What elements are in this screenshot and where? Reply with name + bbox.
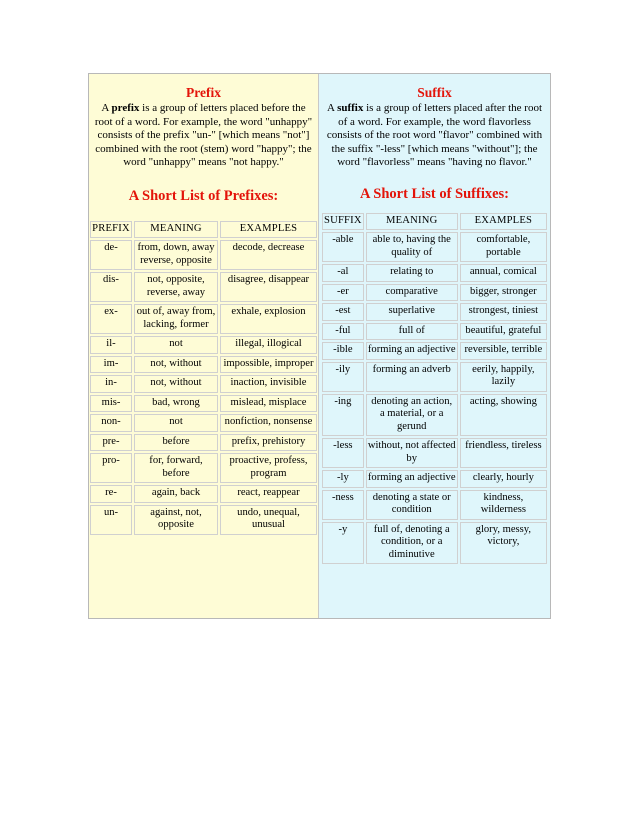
- table-row: [90, 272, 317, 302]
- suffix-column: [319, 74, 550, 618]
- table-row: [90, 434, 317, 452]
- examples-cell: reversible, terrible: [460, 342, 547, 360]
- meaning-cell: before: [134, 434, 218, 452]
- examples-cell: react, reappear: [220, 485, 317, 503]
- table-row: [322, 470, 547, 488]
- suffix-heading: Suffix: [417, 85, 452, 100]
- prefix-heading: Prefix: [186, 85, 221, 100]
- prefix-suffix-panel: [88, 73, 551, 619]
- meaning-cell: not: [134, 336, 218, 354]
- prefix-cell: ex-: [90, 304, 132, 334]
- suffix-intro-start: A: [326, 102, 338, 114]
- table-row: [90, 395, 317, 413]
- meaning-cell: not, without: [134, 375, 218, 393]
- table-row: [322, 438, 547, 468]
- table-row: [322, 362, 547, 392]
- prefix-cell: pre-: [90, 434, 132, 452]
- prefix-header-meaning: MEANING: [134, 221, 218, 239]
- suffix-cell: -ness: [322, 490, 364, 520]
- examples-cell: exhale, explosion: [220, 304, 317, 334]
- examples-cell: nonfiction, nonsense: [220, 414, 317, 432]
- table-row: [322, 264, 547, 282]
- examples-cell: beautiful, grateful: [460, 323, 547, 341]
- meaning-cell: from, down, away reverse, opposite: [134, 240, 218, 270]
- prefix-intro-rest: is a group of letters placed before the root of a word. For example, the word "unhappy" consists of the prefix "un-" [which means "not"] combined with the root (stem) word "happy"; the word "unhappy" means "not happy.": [94, 102, 313, 168]
- suffix-intro: [319, 102, 550, 170]
- suffix-cell: -able: [322, 232, 364, 262]
- examples-cell: strongest, tiniest: [460, 303, 547, 321]
- meaning-cell: not: [134, 414, 218, 432]
- examples-cell: eerily, happily, lazily: [460, 362, 547, 392]
- meaning-cell: not, without: [134, 356, 218, 374]
- prefix-table: [88, 219, 319, 537]
- table-row: [322, 284, 547, 302]
- table-row: [90, 356, 317, 374]
- prefix-cell: de-: [90, 240, 132, 270]
- meaning-cell: forming an adjective: [366, 342, 458, 360]
- meaning-cell: full of: [366, 323, 458, 341]
- suffix-cell: -ily: [322, 362, 364, 392]
- meaning-cell: bad, wrong: [134, 395, 218, 413]
- table-row: [90, 485, 317, 503]
- examples-cell: bigger, stronger: [460, 284, 547, 302]
- suffix-cell: -al: [322, 264, 364, 282]
- examples-cell: inaction, invisible: [220, 375, 317, 393]
- meaning-cell: denoting a state or condition: [366, 490, 458, 520]
- table-row: [322, 522, 547, 565]
- examples-cell: impossible, improper: [220, 356, 317, 374]
- examples-cell: mislead, misplace: [220, 395, 317, 413]
- suffix-table: [320, 211, 549, 567]
- meaning-cell: against, not, opposite: [134, 505, 218, 535]
- prefix-table-header: [90, 221, 317, 239]
- meaning-cell: forming an adjective: [366, 470, 458, 488]
- meaning-cell: not, opposite, reverse, away: [134, 272, 218, 302]
- examples-cell: friendless, tireless: [460, 438, 547, 468]
- examples-cell: illegal, illogical: [220, 336, 317, 354]
- meaning-cell: again, back: [134, 485, 218, 503]
- meaning-cell: able to, having the quality of: [366, 232, 458, 262]
- prefix-intro-start: A: [101, 102, 112, 114]
- table-row: [322, 394, 547, 437]
- prefix-header-prefix: PREFIX: [90, 221, 132, 239]
- table-row: [90, 414, 317, 432]
- prefix-cell: pro-: [90, 453, 132, 483]
- suffix-intro-rest: is a group of letters placed after the root of a word. For example, the word flavorless consists of the root word "flavor" combined with the suffix "-less" [which means "without"]; the word "flavorless" means "having no flavor.": [326, 102, 543, 168]
- suffix-cell: -y: [322, 522, 364, 565]
- examples-cell: disagree, disappear: [220, 272, 317, 302]
- prefix-cell: in-: [90, 375, 132, 393]
- examples-cell: glory, messy, victory,: [460, 522, 547, 565]
- table-row: [90, 505, 317, 535]
- table-row: [90, 240, 317, 270]
- prefix-intro-term: prefix: [111, 102, 140, 114]
- prefix-column: [89, 74, 319, 618]
- suffix-header-meaning: MEANING: [366, 213, 458, 231]
- suffix-cell: -est: [322, 303, 364, 321]
- table-row: [90, 304, 317, 334]
- meaning-cell: forming an adverb: [366, 362, 458, 392]
- meaning-cell: relating to: [366, 264, 458, 282]
- suffix-header-suffix: SUFFIX: [322, 213, 364, 231]
- table-row: [90, 336, 317, 354]
- meaning-cell: superlative: [366, 303, 458, 321]
- meaning-cell: for, forward, before: [134, 453, 218, 483]
- prefix-cell: re-: [90, 485, 132, 503]
- table-row: [322, 232, 547, 262]
- suffix-cell: -ful: [322, 323, 364, 341]
- table-row: [322, 342, 547, 360]
- meaning-cell: comparative: [366, 284, 458, 302]
- examples-cell: acting, showing: [460, 394, 547, 437]
- examples-cell: annual, comical: [460, 264, 547, 282]
- meaning-cell: without, not affected by: [366, 438, 458, 468]
- examples-cell: clearly, hourly: [460, 470, 547, 488]
- suffix-intro-term: suffix: [337, 102, 364, 114]
- suffix-list-title: A Short List of Suffixes:: [359, 185, 510, 202]
- table-row: [322, 323, 547, 341]
- suffix-table-header: [322, 213, 547, 231]
- suffix-header-examples: EXAMPLES: [460, 213, 547, 231]
- examples-cell: decode, decrease: [220, 240, 317, 270]
- prefix-header-examples: EXAMPLES: [220, 221, 317, 239]
- table-row: [322, 303, 547, 321]
- examples-cell: prefix, prehistory: [220, 434, 317, 452]
- suffix-cell: -ly: [322, 470, 364, 488]
- prefix-cell: dis-: [90, 272, 132, 302]
- examples-cell: kindness, wilderness: [460, 490, 547, 520]
- prefix-cell: un-: [90, 505, 132, 535]
- prefix-cell: mis-: [90, 395, 132, 413]
- table-row: [322, 490, 547, 520]
- prefix-list-title: A Short List of Prefixes:: [128, 187, 279, 204]
- meaning-cell: full of, denoting a condition, or a diminutive: [366, 522, 458, 565]
- prefix-intro: [89, 102, 318, 170]
- suffix-cell: -ing: [322, 394, 364, 437]
- examples-cell: proactive, profess, program: [220, 453, 317, 483]
- meaning-cell: out of, away from, lacking, former: [134, 304, 218, 334]
- suffix-cell: -ible: [322, 342, 364, 360]
- prefix-cell: non-: [90, 414, 132, 432]
- table-row: [90, 453, 317, 483]
- examples-cell: undo, unequal, unusual: [220, 505, 317, 535]
- suffix-cell: -less: [322, 438, 364, 468]
- suffix-cell: -er: [322, 284, 364, 302]
- table-row: [90, 375, 317, 393]
- prefix-cell: im-: [90, 356, 132, 374]
- meaning-cell: denoting an action, a material, or a gerund: [366, 394, 458, 437]
- examples-cell: comfortable, portable: [460, 232, 547, 262]
- prefix-cell: il-: [90, 336, 132, 354]
